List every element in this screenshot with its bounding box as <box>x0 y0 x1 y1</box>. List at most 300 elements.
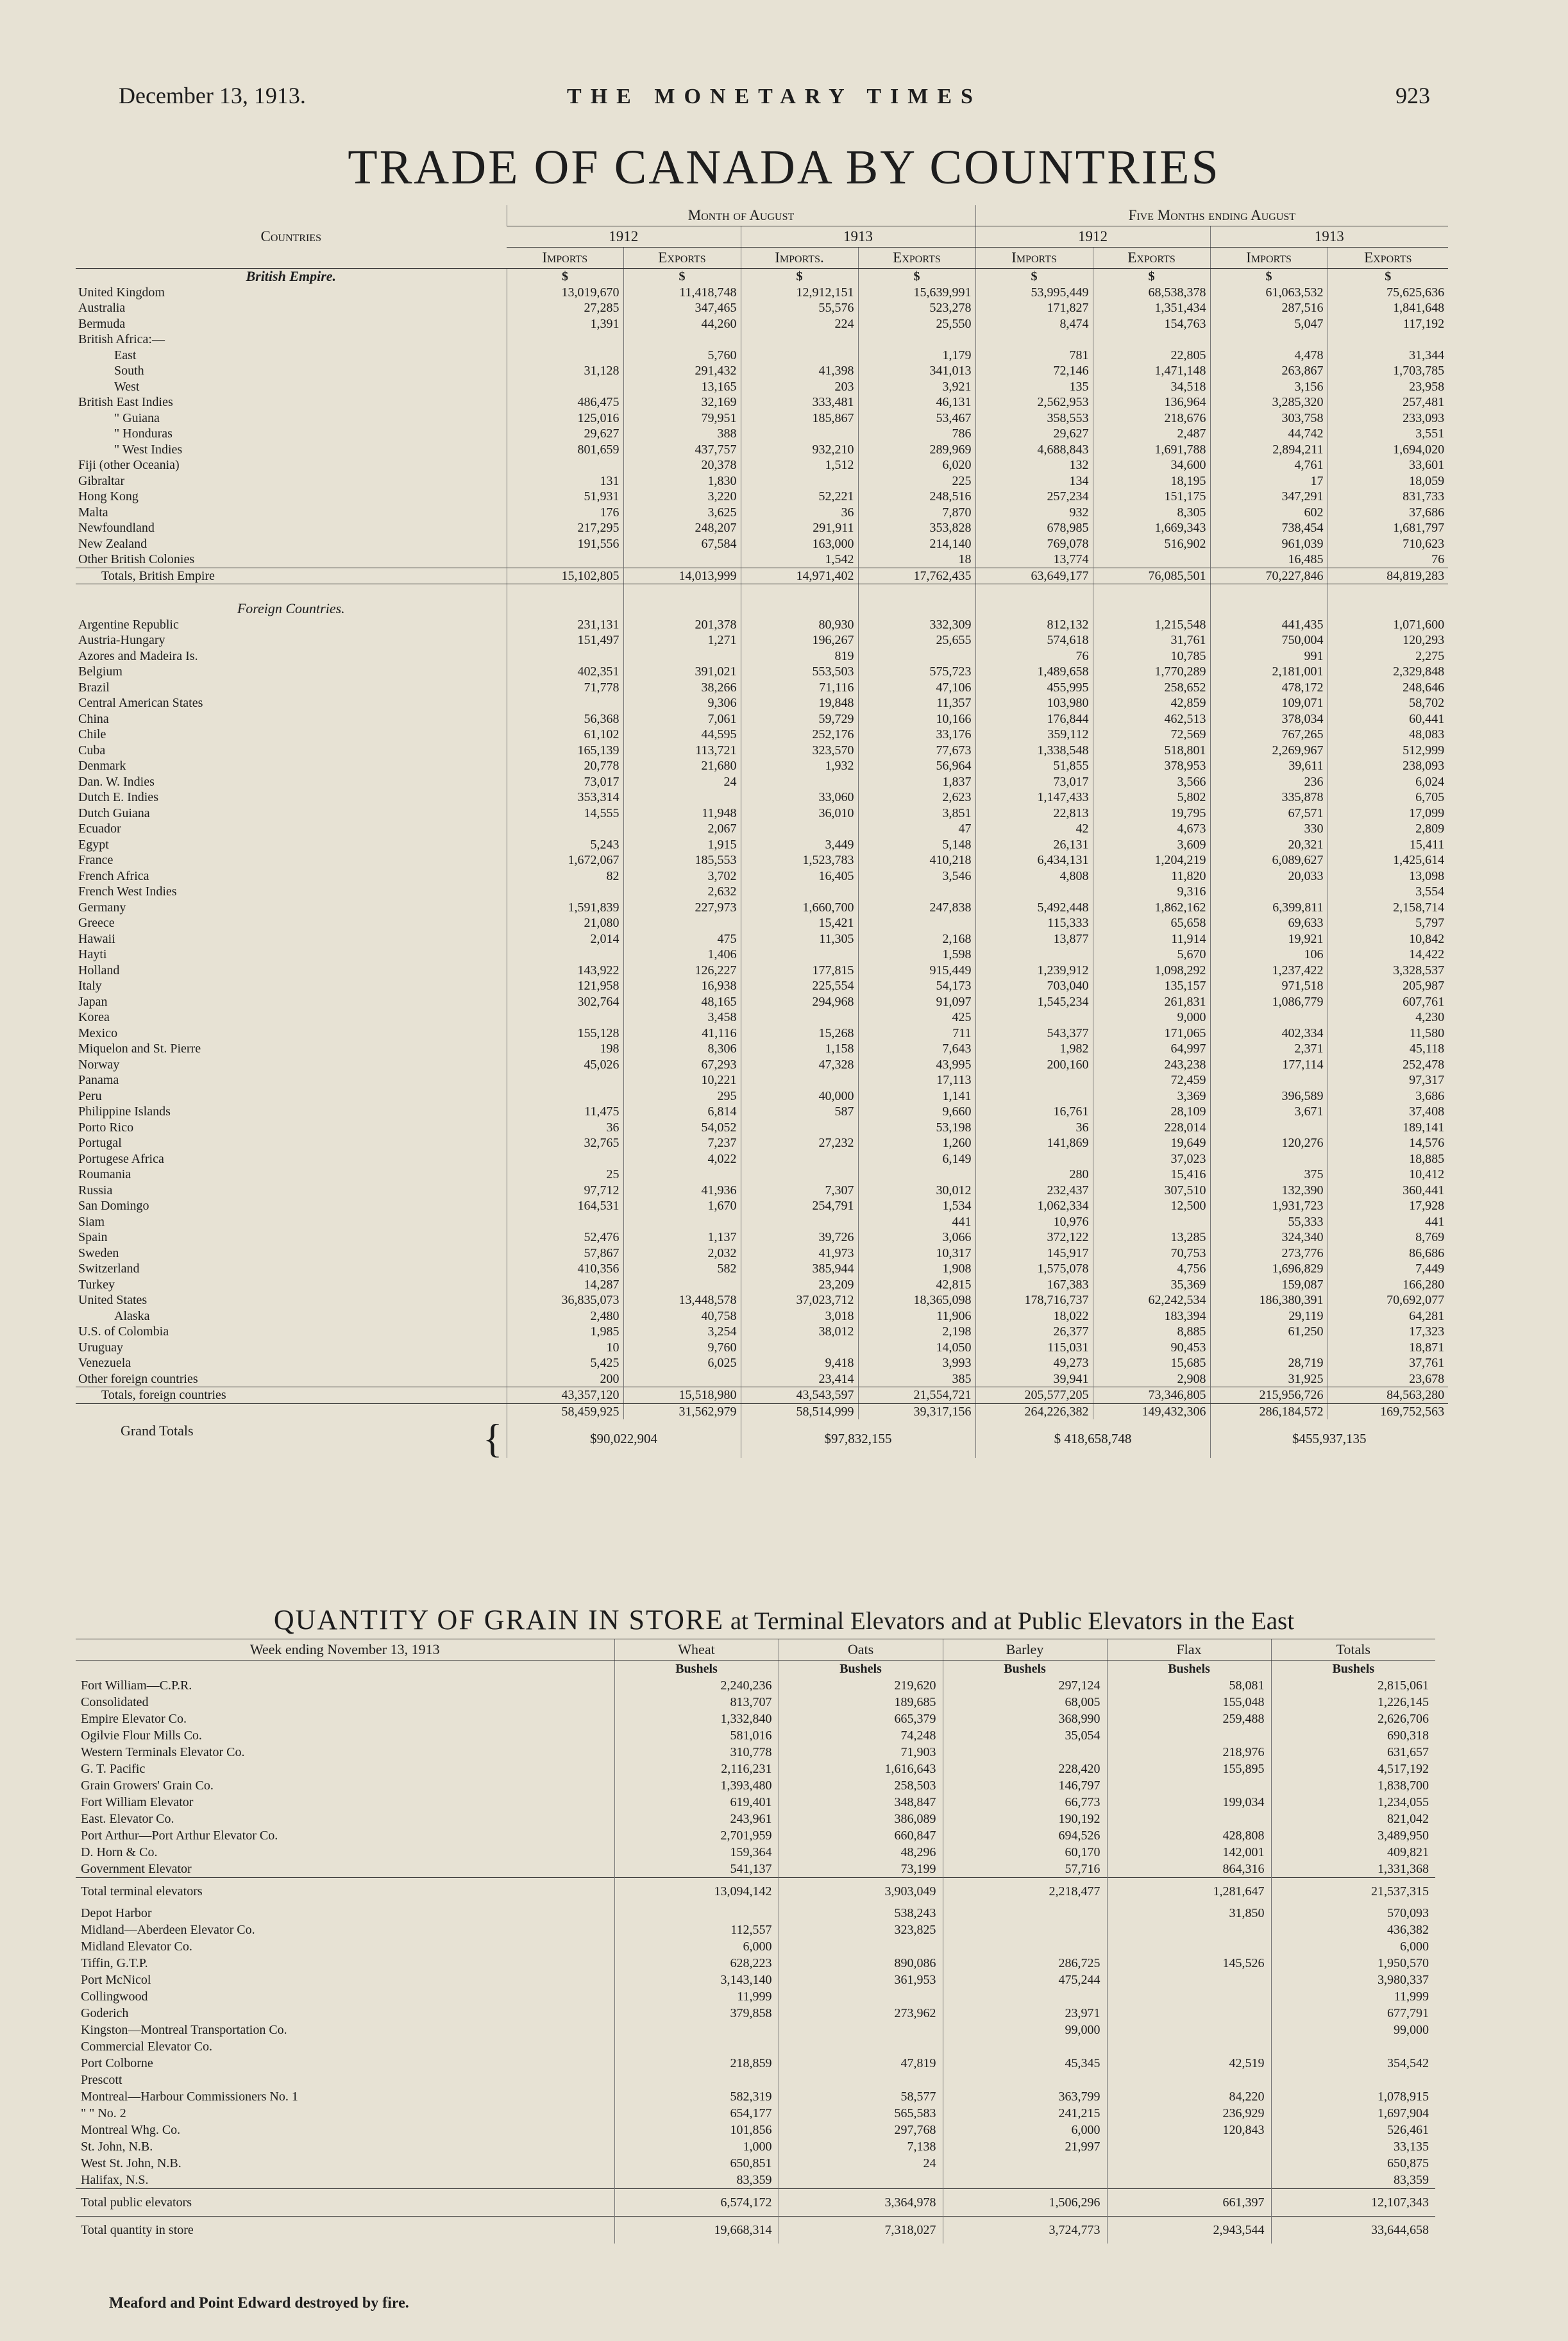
table-cell: 1,425,614 <box>1328 852 1448 868</box>
cell: 286,184,572 <box>1210 1403 1328 1419</box>
table-cell: 11,305 <box>741 931 858 947</box>
table-row <box>76 1230 1448 1246</box>
table-row <box>76 1711 1435 1727</box>
table-cell: 45,026 <box>507 1057 623 1073</box>
table-cell: 10,976 <box>975 1214 1093 1230</box>
table-cell: 8,306 <box>623 1041 741 1057</box>
year-header: 1912 <box>975 226 1210 248</box>
row-label: Fort William—C.P.R. <box>81 1678 192 1693</box>
table-cell: 51,855 <box>975 758 1093 774</box>
table-cell <box>858 1167 975 1183</box>
grain-column-header: Oats <box>779 1639 943 1661</box>
table-cell: 70,753 <box>1093 1246 1210 1262</box>
cell: 21,554,721 <box>858 1387 975 1404</box>
table-cell: 58,081 <box>1107 1677 1271 1694</box>
table-cell: 32,765 <box>507 1135 623 1151</box>
table-cell: 134 <box>975 473 1093 489</box>
table-cell: 750,004 <box>1210 632 1328 648</box>
table-cell <box>741 774 858 790</box>
table-cell: 186,380,391 <box>1210 1292 1328 1308</box>
row-label: St. John, N.B. <box>81 2140 153 2154</box>
table-cell: 17 <box>1210 473 1328 489</box>
table-row <box>76 1794 1435 1811</box>
row-label: Germany <box>78 900 126 915</box>
table-row <box>76 1355 1448 1371</box>
table-cell: 47 <box>858 821 975 837</box>
table-cell: 201,378 <box>623 617 741 633</box>
table-cell: 17,113 <box>858 1072 975 1088</box>
table-row <box>76 379 1448 395</box>
table-cell: 1,523,783 <box>741 852 858 868</box>
table-cell: 48,165 <box>623 994 741 1010</box>
exports-header: Exports <box>1328 248 1448 269</box>
table-cell: 1,931,723 <box>1210 1198 1328 1214</box>
row-label: Hawaii <box>78 931 115 946</box>
table-cell: 4,517,192 <box>1271 1761 1435 1777</box>
table-cell <box>741 332 858 348</box>
row-label: Total quantity in store <box>76 2217 614 2244</box>
table-cell: 34,600 <box>1093 457 1210 473</box>
table-row <box>76 994 1448 1010</box>
table-cell <box>614 2072 779 2088</box>
table-cell: 40,758 <box>623 1308 741 1324</box>
table-cell <box>858 884 975 900</box>
table-cell: 54,173 <box>858 978 975 994</box>
exports-header: Exports <box>1093 248 1210 269</box>
table-cell: 16,761 <box>975 1104 1093 1120</box>
table-cell <box>623 332 741 348</box>
table-row <box>76 821 1448 837</box>
table-row <box>76 2072 1435 2088</box>
table-cell: 17,323 <box>1328 1324 1448 1340</box>
table-cell: 38,012 <box>741 1324 858 1340</box>
table-cell: 1,331,368 <box>1271 1861 1435 1878</box>
unit-label: Bushels <box>779 1661 943 1678</box>
row-label: Fiji (other Oceania) <box>78 458 180 473</box>
table-cell: 347,465 <box>623 300 741 316</box>
table-cell: 44,595 <box>623 727 741 743</box>
table-cell <box>741 1010 858 1026</box>
table-cell: 67,571 <box>1210 806 1328 822</box>
table-cell: 486,475 <box>507 394 623 410</box>
table-cell: 553,503 <box>741 664 858 680</box>
table-cell: 565,583 <box>779 2105 943 2122</box>
table-cell <box>741 1120 858 1136</box>
table-cell: 1,226,145 <box>1271 1694 1435 1711</box>
table-cell: 58,702 <box>1328 695 1448 711</box>
table-cell: 512,999 <box>1328 743 1448 759</box>
table-cell: 113,721 <box>623 743 741 759</box>
table-cell: 4,478 <box>1210 348 1328 364</box>
table-cell: 711 <box>858 1026 975 1042</box>
table-row <box>76 1026 1448 1042</box>
spacer-row <box>76 584 1448 602</box>
table-cell: 2,701,959 <box>614 1827 779 1844</box>
table-row <box>76 868 1448 884</box>
row-label: Italy <box>78 979 102 993</box>
table-cell: 73,199 <box>779 1861 943 1878</box>
table-cell: 1,694,020 <box>1328 442 1448 458</box>
table-cell: 228,420 <box>943 1761 1107 1777</box>
table-cell: 2,632 <box>623 884 741 900</box>
table-cell: 7,237 <box>623 1135 741 1151</box>
table-cell: 33,601 <box>1328 457 1448 473</box>
table-row <box>76 1324 1448 1340</box>
table-row <box>76 473 1448 489</box>
table-cell: 75,625,636 <box>1328 285 1448 301</box>
table-cell: 61,063,532 <box>1210 285 1328 301</box>
row-label: Totals, British Empire <box>76 568 507 584</box>
row-label: Egypt <box>78 837 109 852</box>
table-cell <box>507 457 623 473</box>
table-cell: 12,912,151 <box>741 285 858 301</box>
table-row <box>76 1088 1448 1104</box>
table-cell: 801,659 <box>507 442 623 458</box>
imports-header: Imports <box>975 248 1093 269</box>
table-cell: 323,825 <box>779 1922 943 1938</box>
table-cell: 2,894,211 <box>1210 442 1328 458</box>
table-cell <box>975 884 1093 900</box>
table-cell: 18,885 <box>1328 1151 1448 1167</box>
row-label: Cuba <box>78 743 106 757</box>
row-label: Prescott <box>81 2073 122 2087</box>
table-cell: 9,316 <box>1093 884 1210 900</box>
table-cell <box>943 1922 1107 1938</box>
row-label: East <box>114 348 137 362</box>
table-cell: 1,471,148 <box>1093 363 1210 379</box>
table-cell: 27,232 <box>741 1135 858 1151</box>
public-total-row <box>76 2189 1435 2217</box>
table-cell: 3,458 <box>623 1010 741 1026</box>
currency-symbol: $ <box>507 269 623 285</box>
table-cell: 575,723 <box>858 664 975 680</box>
table-cell: 5,670 <box>1093 947 1210 963</box>
table-cell: 165,139 <box>507 743 623 759</box>
table-cell: 11,820 <box>1093 868 1210 884</box>
table-cell: 1,137 <box>623 1230 741 1246</box>
row-label: Siam <box>78 1214 105 1229</box>
table-cell: 1,545,234 <box>975 994 1093 1010</box>
table-cell: 307,510 <box>1093 1183 1210 1199</box>
table-cell: 3,546 <box>858 868 975 884</box>
table-cell: 1,575,078 <box>975 1261 1093 1277</box>
table-cell: 1,215,548 <box>1093 617 1210 633</box>
table-cell: 4,688,843 <box>975 442 1093 458</box>
sum-row <box>76 1403 1448 1419</box>
row-label: Denmark <box>78 759 126 773</box>
table-cell: 44,742 <box>1210 426 1328 442</box>
table-cell: 90,453 <box>1093 1340 1210 1356</box>
table-cell: 1,862,162 <box>1093 900 1210 916</box>
table-cell: 64,997 <box>1093 1041 1210 1057</box>
table-cell: 3,980,337 <box>1271 1972 1435 1988</box>
table-cell: 523,278 <box>858 300 975 316</box>
table-cell: 1,672,067 <box>507 852 623 868</box>
currency-symbol: $ <box>623 269 741 285</box>
cell: 661,397 <box>1107 2189 1271 2217</box>
row-label: Ogilvie Flour Mills Co. <box>81 1728 202 1743</box>
table-cell: 228,014 <box>1093 1120 1210 1136</box>
row-label: Port Colborne <box>81 2056 153 2070</box>
row-label: Switzerland <box>78 1262 140 1276</box>
table-cell: 5,492,448 <box>975 900 1093 916</box>
row-label: D. Horn & Co. <box>81 1845 158 1859</box>
table-cell: 47,819 <box>779 2055 943 2072</box>
table-cell <box>1107 1972 1271 1988</box>
table-cell: 3,066 <box>858 1230 975 1246</box>
table-cell: 31,761 <box>1093 632 1210 648</box>
table-cell: 166,280 <box>1328 1277 1448 1293</box>
table-row <box>76 1844 1435 1861</box>
table-cell: 20,778 <box>507 758 623 774</box>
table-cell: 13,098 <box>1328 868 1448 884</box>
table-cell: 574,618 <box>975 632 1093 648</box>
table-cell: 3,702 <box>623 868 741 884</box>
table-cell: 462,513 <box>1093 711 1210 727</box>
table-cell: 932 <box>975 505 1093 521</box>
table-cell: 710,623 <box>1328 536 1448 552</box>
table-cell: 40,000 <box>741 1088 858 1104</box>
table-row <box>76 632 1448 648</box>
table-cell: 4,808 <box>975 868 1093 884</box>
table-cell: 297,124 <box>943 1677 1107 1694</box>
table-cell: 51,931 <box>507 489 623 505</box>
table-cell: 372,122 <box>975 1230 1093 1246</box>
table-cell: 163,000 <box>741 536 858 552</box>
cell: 14,971,402 <box>741 568 858 584</box>
row-label: Gibraltar <box>78 473 125 488</box>
table-cell: 56,964 <box>858 758 975 774</box>
table-cell: 263,867 <box>1210 363 1328 379</box>
table-cell: 11,580 <box>1328 1026 1448 1042</box>
table-cell <box>623 1371 741 1387</box>
table-cell: 218,976 <box>1107 1744 1271 1761</box>
table-row <box>76 2138 1435 2155</box>
table-cell: 69,633 <box>1210 915 1328 931</box>
table-cell: 297,768 <box>779 2122 943 2138</box>
magazine-title: THE MONETARY TIMES <box>567 85 982 108</box>
table-cell: 243,238 <box>1093 1057 1210 1073</box>
table-cell: 587 <box>741 1104 858 1120</box>
table-cell: 475,244 <box>943 1972 1107 1988</box>
table-row <box>76 1988 1435 2005</box>
table-cell: 665,379 <box>779 1711 943 1727</box>
row-label: Other British Colonies <box>78 552 195 567</box>
table-cell: 83,359 <box>1271 2172 1435 2189</box>
grain-column-header: Flax <box>1107 1639 1271 1661</box>
table-row <box>76 1198 1448 1214</box>
table-cell: 516,902 <box>1093 536 1210 552</box>
cell: 7,318,027 <box>779 2217 943 2244</box>
table-cell <box>779 2072 943 2088</box>
table-cell: 20,033 <box>1210 868 1328 884</box>
table-cell: 135,157 <box>1093 978 1210 994</box>
table-cell: 13,774 <box>975 552 1093 568</box>
table-cell: 1,598 <box>858 947 975 963</box>
row-label: Brazil <box>78 680 110 695</box>
trade-table <box>76 205 1448 1458</box>
table-cell: 378,034 <box>1210 711 1328 727</box>
table-cell: 23,209 <box>741 1277 858 1293</box>
table-cell: 361,953 <box>779 1972 943 1988</box>
table-cell: 280 <box>975 1167 1093 1183</box>
row-label: Spain <box>78 1230 108 1245</box>
table-cell: 37,023,712 <box>741 1292 858 1308</box>
table-cell: 205,987 <box>1328 978 1448 994</box>
table-cell <box>614 2038 779 2055</box>
table-cell: 1,985 <box>507 1324 623 1340</box>
table-cell: 132,390 <box>1210 1183 1328 1199</box>
cell: 19,668,314 <box>614 2217 779 2244</box>
table-cell: 151,175 <box>1093 489 1210 505</box>
table-cell <box>1328 332 1448 348</box>
table-cell: 5,148 <box>858 837 975 853</box>
table-cell: 14,576 <box>1328 1135 1448 1151</box>
cell: 73,346,805 <box>1093 1387 1210 1404</box>
table-cell: 16,405 <box>741 868 858 884</box>
table-cell: 291,911 <box>741 520 858 536</box>
table-cell: 359,112 <box>975 727 1093 743</box>
table-cell: 33,135 <box>1271 2138 1435 2155</box>
table-cell: 227,973 <box>623 900 741 916</box>
table-row <box>76 743 1448 759</box>
table-cell <box>1210 332 1328 348</box>
table-cell <box>779 2172 943 2189</box>
table-row <box>76 1072 1448 1088</box>
table-cell: 1,837 <box>858 774 975 790</box>
table-cell: 360,441 <box>1328 1183 1448 1199</box>
table-cell: 21,997 <box>943 2138 1107 2155</box>
table-cell: 145,917 <box>975 1246 1093 1262</box>
table-cell: 120,843 <box>1107 2122 1271 2138</box>
table-cell: 23,414 <box>741 1371 858 1387</box>
table-cell: 41,973 <box>741 1246 858 1262</box>
table-cell: 71,116 <box>741 680 858 696</box>
table-row <box>76 2105 1435 2122</box>
table-cell: 1,838,700 <box>1271 1777 1435 1794</box>
row-label: Port McNicol <box>81 1973 151 1987</box>
table-cell: 46,131 <box>858 394 975 410</box>
table-row <box>76 1214 1448 1230</box>
table-row <box>76 1104 1448 1120</box>
exports-header: Exports <box>623 248 741 269</box>
table-cell: 126,227 <box>623 963 741 979</box>
row-label: China <box>78 711 109 726</box>
currency-symbol: $ <box>1210 269 1328 285</box>
row-label: Russia <box>78 1183 113 1197</box>
table-cell <box>779 2038 943 2055</box>
table-cell <box>1107 2005 1271 2022</box>
table-cell: 145,526 <box>1107 1955 1271 1972</box>
table-row <box>76 931 1448 947</box>
table-cell: 1,489,658 <box>975 664 1093 680</box>
table-cell <box>943 2072 1107 2088</box>
table-cell <box>1107 2138 1271 2155</box>
page-number: 923 <box>1395 83 1430 108</box>
table-cell: 62,242,534 <box>1093 1292 1210 1308</box>
table-cell: 4,022 <box>623 1151 741 1167</box>
table-cell: 385,944 <box>741 1261 858 1277</box>
table-cell: 9,306 <box>623 695 741 711</box>
table-cell: 214,140 <box>858 536 975 552</box>
table-cell: 29,119 <box>1210 1308 1328 1324</box>
table-cell: 189,685 <box>779 1694 943 1711</box>
table-cell: 786 <box>858 426 975 442</box>
table-cell: 14,422 <box>1328 947 1448 963</box>
row-label: Government Elevator <box>81 1862 192 1876</box>
table-cell: 31,128 <box>507 363 623 379</box>
table-cell: 4,673 <box>1093 821 1210 837</box>
table-cell: 73,017 <box>975 774 1093 790</box>
table-cell: 1,770,289 <box>1093 664 1210 680</box>
table-cell: 677,791 <box>1271 2005 1435 2022</box>
table-row <box>76 2088 1435 2105</box>
table-cell: 10,221 <box>623 1072 741 1088</box>
cell: 3,724,773 <box>943 2217 1107 2244</box>
brace-glyph: { <box>482 1419 503 1458</box>
table-cell <box>1107 2022 1271 2038</box>
row-label: Goderich <box>81 2006 129 2020</box>
table-cell: 203 <box>741 379 858 395</box>
cell: 15,102,805 <box>507 568 623 584</box>
row-label: Argentine Republic <box>78 617 179 632</box>
table-row <box>76 1340 1448 1356</box>
row-label: British East Indies <box>78 395 173 410</box>
table-cell: 154,763 <box>1093 316 1210 332</box>
cell: 1,506,296 <box>943 2189 1107 2217</box>
table-cell: 191,556 <box>507 536 623 552</box>
table-cell: 231,131 <box>507 617 623 633</box>
table-row <box>76 442 1448 458</box>
table-cell: 60,170 <box>943 1844 1107 1861</box>
table-row <box>76 2005 1435 2022</box>
table-cell: 131 <box>507 473 623 489</box>
table-cell <box>858 648 975 664</box>
table-row <box>76 648 1448 664</box>
table-row <box>76 536 1448 552</box>
unit-label: Bushels <box>943 1661 1107 1678</box>
table-row <box>76 1811 1435 1827</box>
table-cell <box>943 1744 1107 1761</box>
table-cell: 7,138 <box>779 2138 943 2155</box>
table-cell: 48,083 <box>1328 727 1448 743</box>
table-cell: 11,475 <box>507 1104 623 1120</box>
table-cell <box>1093 332 1210 348</box>
table-cell: 932,210 <box>741 442 858 458</box>
table-row <box>76 2155 1435 2172</box>
row-label: Holland <box>78 963 120 977</box>
table-cell: 56,368 <box>507 711 623 727</box>
table-cell: 23,971 <box>943 2005 1107 2022</box>
table-cell: 1,393,480 <box>614 1777 779 1794</box>
table-cell: 660,847 <box>779 1827 943 1844</box>
table-cell <box>507 648 623 664</box>
table-cell <box>741 1072 858 1088</box>
table-cell: 8,474 <box>975 316 1093 332</box>
table-cell: 2,116,231 <box>614 1761 779 1777</box>
table-cell: 6,434,131 <box>975 852 1093 868</box>
table-cell: 526,461 <box>1271 2122 1435 2138</box>
grand-total-value: $97,832,155 <box>741 1419 975 1458</box>
row-label: Portugal <box>78 1136 122 1151</box>
table-cell: 257,481 <box>1328 394 1448 410</box>
table-row <box>76 1827 1435 1844</box>
table-cell: 39,941 <box>975 1371 1093 1387</box>
table-cell: 650,875 <box>1271 2155 1435 2172</box>
table-cell: 37,408 <box>1328 1104 1448 1120</box>
table-cell: 49,273 <box>975 1355 1093 1371</box>
table-cell: 769,078 <box>975 536 1093 552</box>
